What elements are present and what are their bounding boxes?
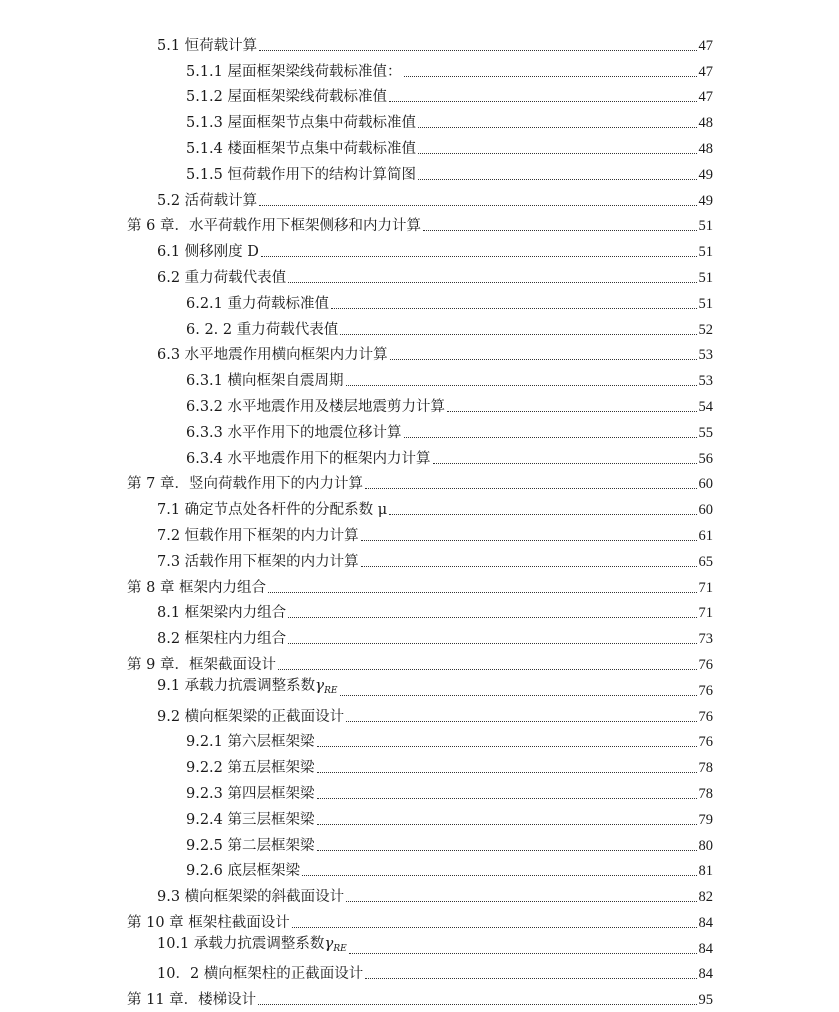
toc-entry-page-number: 49 bbox=[698, 192, 713, 209]
toc-entry[interactable] bbox=[127, 573, 713, 599]
toc-entry-page-number: 79 bbox=[698, 811, 713, 828]
dot-leader bbox=[361, 540, 697, 541]
toc-entry-page-number: 82 bbox=[698, 889, 713, 906]
toc-entry-title-text: 6.3.3 水平作用下的地震位移计算 bbox=[186, 424, 402, 441]
toc-entry-title bbox=[186, 862, 301, 880]
toc-entry-title-text: 6. 2. 2 重力荷载代表值 bbox=[186, 321, 339, 338]
toc-entry[interactable] bbox=[186, 805, 713, 831]
toc-entry-title-text: 9.2.6 底层框架梁 bbox=[186, 863, 301, 880]
dot-leader bbox=[340, 695, 697, 696]
toc-entry-page-number: 52 bbox=[698, 321, 713, 338]
toc-entry-page-number: 65 bbox=[698, 553, 713, 570]
toc-entry-page-number: 78 bbox=[698, 760, 713, 777]
dot-leader bbox=[292, 927, 697, 928]
toc-entry-title bbox=[127, 475, 364, 493]
toc-entry-page-number: 51 bbox=[698, 295, 713, 312]
toc-entry-title bbox=[127, 579, 267, 597]
toc-entry-title-text: 第 9 章．框架截面设计 bbox=[127, 656, 276, 673]
toc-entry-title bbox=[157, 192, 258, 210]
toc-entry-page-number: 84 bbox=[698, 914, 713, 931]
toc-entry[interactable] bbox=[157, 960, 713, 986]
toc-entry-title-text: 6.3.2 水平地震作用及楼层地震剪力计算 bbox=[186, 398, 446, 415]
toc-entry-page-number: 73 bbox=[698, 631, 713, 648]
toc-entry-title bbox=[186, 321, 339, 339]
toc-entry[interactable] bbox=[157, 882, 713, 908]
dot-leader bbox=[288, 282, 696, 283]
toc-entry-title bbox=[186, 450, 432, 468]
toc-entry-title-text: 6.3 水平地震作用横向框架内力计算 bbox=[157, 347, 388, 364]
toc-entry-page-number: 80 bbox=[698, 837, 713, 854]
dot-leader bbox=[317, 798, 697, 799]
toc-entry-title bbox=[157, 346, 389, 364]
toc-entry-page-number: 47 bbox=[698, 89, 713, 106]
toc-entry-page-number: 53 bbox=[698, 347, 713, 364]
toc-entry[interactable] bbox=[186, 108, 713, 134]
toc-entry[interactable] bbox=[157, 934, 713, 960]
toc-entry-title bbox=[127, 914, 291, 932]
dot-leader bbox=[365, 488, 697, 489]
toc-entry-title bbox=[186, 785, 316, 803]
dot-leader bbox=[288, 643, 696, 644]
toc-entry[interactable] bbox=[186, 392, 713, 418]
dot-leader bbox=[447, 411, 696, 412]
toc-entry-title-text: 7.1 确定节点处各杆件的分配系数 μ bbox=[157, 502, 388, 519]
toc-entry-page-number: 56 bbox=[698, 450, 713, 467]
dot-leader bbox=[317, 824, 697, 825]
toc-entry-title bbox=[157, 501, 388, 519]
toc-entry-title-text: 10.1 承载力抗震调整系数 bbox=[157, 935, 325, 952]
toc-entry-page-number: 60 bbox=[698, 502, 713, 519]
toc-entry-title bbox=[157, 527, 360, 545]
toc-entry-title-text: 6.2 重力荷载代表值 bbox=[157, 269, 287, 286]
toc-entry[interactable] bbox=[157, 237, 713, 263]
toc-entry-title-text: 8.2 框架柱内力组合 bbox=[157, 631, 287, 648]
dot-leader bbox=[404, 76, 697, 77]
toc-entry[interactable] bbox=[157, 31, 713, 57]
toc-entry[interactable] bbox=[127, 212, 713, 238]
toc-entry-title-text: 5.2 活荷载计算 bbox=[157, 192, 258, 209]
toc-entry-title-text: 7.3 活载作用下框架的内力计算 bbox=[157, 553, 359, 570]
toc-entry[interactable] bbox=[157, 676, 713, 702]
toc-entry[interactable] bbox=[186, 134, 713, 160]
dot-leader bbox=[340, 334, 696, 335]
toc-entry-page-number: 84 bbox=[698, 940, 713, 957]
toc-entry-page-number: 51 bbox=[698, 269, 713, 286]
toc-entry[interactable] bbox=[157, 521, 713, 547]
toc-entry-title bbox=[186, 88, 388, 106]
toc-entry-title-text: 6.2.1 重力荷载标准值 bbox=[186, 295, 330, 312]
dot-leader bbox=[302, 875, 696, 876]
toc-entry-title bbox=[157, 243, 260, 261]
dot-leader bbox=[268, 592, 696, 593]
dot-leader bbox=[261, 256, 697, 257]
toc-entry-page-number: 76 bbox=[698, 682, 713, 699]
dot-leader bbox=[390, 359, 697, 360]
toc-entry[interactable] bbox=[157, 702, 713, 728]
toc-entry-title bbox=[157, 630, 287, 648]
dot-leader bbox=[423, 230, 697, 231]
toc-entry-title-text: 第 8 章 框架内力组合 bbox=[127, 579, 267, 596]
toc-entry-title-text: 6.3.4 水平地震作用下的框架内力计算 bbox=[186, 450, 431, 467]
toc-entry-title-text: 第 6 章．水平荷载作用下框架侧移和内力计算 bbox=[127, 218, 421, 235]
toc-entry[interactable] bbox=[186, 753, 713, 779]
toc-entry[interactable] bbox=[127, 470, 713, 496]
toc-entry-page-number: 76 bbox=[698, 734, 713, 751]
toc-entry[interactable] bbox=[186, 418, 713, 444]
toc-entry[interactable] bbox=[127, 908, 713, 934]
toc-entry-page-number: 78 bbox=[698, 785, 713, 802]
toc-entry[interactable] bbox=[186, 779, 713, 805]
table-of-contents bbox=[0, 31, 839, 1011]
toc-entry-title-text: 5.1 恒荷载计算 bbox=[157, 37, 258, 54]
toc-entry-page-number: 51 bbox=[698, 244, 713, 261]
toc-entry-title bbox=[186, 140, 417, 158]
toc-entry-title bbox=[157, 965, 364, 983]
toc-entry-title bbox=[186, 811, 316, 829]
toc-entry-title-text: 9.2.3 第四层框架梁 bbox=[186, 785, 315, 802]
toc-entry-title bbox=[186, 372, 345, 390]
toc-entry-page-number: 81 bbox=[698, 863, 713, 880]
toc-entry[interactable] bbox=[186, 160, 713, 186]
dot-leader bbox=[418, 153, 696, 154]
toc-entry[interactable] bbox=[186, 57, 713, 83]
symbol-subscript: RE bbox=[324, 685, 338, 696]
dot-leader bbox=[365, 978, 696, 979]
dot-leader bbox=[361, 566, 697, 567]
dot-leader bbox=[331, 308, 696, 309]
toc-entry[interactable] bbox=[157, 624, 713, 650]
toc-entry-title-text: 第 7 章．竖向荷载作用下的内力计算 bbox=[127, 476, 363, 493]
toc-entry-title bbox=[127, 656, 277, 674]
dot-leader bbox=[259, 50, 696, 51]
toc-entry-title-text: 第 10 章 框架柱截面设计 bbox=[127, 914, 290, 931]
toc-entry[interactable] bbox=[157, 341, 713, 367]
toc-entry-title bbox=[186, 166, 417, 184]
toc-entry-title-text: 9.3 横向框架梁的斜截面设计 bbox=[157, 889, 345, 906]
toc-entry-title-text: 8.1 框架梁内力组合 bbox=[157, 605, 287, 622]
toc-entry-title bbox=[186, 759, 316, 777]
dot-leader bbox=[317, 746, 697, 747]
toc-entry-title bbox=[186, 837, 316, 855]
symbol-subscript: RE bbox=[333, 943, 347, 954]
toc-entry-title bbox=[186, 398, 446, 416]
dot-leader bbox=[433, 463, 697, 464]
toc-entry[interactable] bbox=[157, 599, 713, 625]
toc-entry-page-number: 54 bbox=[698, 398, 713, 415]
toc-entry[interactable] bbox=[186, 289, 713, 315]
toc-entry-title-text: 5.1.1 屋面框架梁线荷载标准值： bbox=[186, 63, 402, 80]
toc-entry-page-number: 71 bbox=[698, 579, 713, 596]
toc-entry[interactable] bbox=[186, 831, 713, 857]
toc-entry-title bbox=[157, 269, 287, 287]
dot-leader bbox=[418, 127, 696, 128]
dot-leader bbox=[346, 385, 697, 386]
toc-entry-title bbox=[186, 295, 330, 313]
toc-entry-title-text: 9.2.5 第二层框架梁 bbox=[186, 837, 315, 854]
toc-entry-page-number: 55 bbox=[698, 424, 713, 441]
toc-entry-page-number: 49 bbox=[698, 166, 713, 183]
gamma-symbol: γ bbox=[324, 933, 334, 952]
toc-entry-title-text: 9.2.2 第五层框架梁 bbox=[186, 760, 315, 777]
toc-entry-page-number: 53 bbox=[698, 373, 713, 390]
toc-entry-page-number: 48 bbox=[698, 140, 713, 157]
toc-entry[interactable] bbox=[186, 315, 713, 341]
toc-entry-page-number: 76 bbox=[698, 656, 713, 673]
toc-entry-title-text: 9.2 横向框架梁的正截面设计 bbox=[157, 708, 345, 725]
toc-entry-title bbox=[157, 37, 258, 55]
toc-entry-title bbox=[186, 63, 403, 81]
toc-entry-title-text: 6.1 侧移刚度 D bbox=[157, 244, 259, 261]
toc-entry-title-text: 10．2 横向框架柱的正截面设计 bbox=[157, 966, 364, 983]
toc-entry-page-number: 84 bbox=[698, 966, 713, 983]
dot-leader bbox=[259, 205, 696, 206]
toc-entry-page-number: 61 bbox=[698, 527, 713, 544]
toc-entry[interactable] bbox=[186, 728, 713, 754]
toc-entry[interactable] bbox=[157, 495, 713, 521]
toc-entry-title bbox=[157, 708, 345, 726]
dot-leader bbox=[258, 1004, 696, 1005]
toc-entry[interactable] bbox=[127, 985, 713, 1011]
toc-entry-title-text: 9.2.1 第六层框架梁 bbox=[186, 734, 315, 751]
dot-leader bbox=[288, 617, 696, 618]
toc-entry[interactable] bbox=[157, 186, 713, 212]
toc-entry-title-text: 第 11 章．楼梯设计 bbox=[127, 992, 257, 1009]
toc-entry[interactable] bbox=[186, 857, 713, 883]
dot-leader bbox=[346, 721, 696, 722]
toc-entry-page-number: 47 bbox=[698, 63, 713, 80]
toc-entry-title bbox=[127, 217, 422, 235]
toc-entry[interactable] bbox=[186, 444, 713, 470]
toc-entry-page-number: 51 bbox=[698, 218, 713, 235]
toc-entry-title-text: 7.2 恒载作用下框架的内力计算 bbox=[157, 527, 359, 544]
toc-entry-page-number: 71 bbox=[698, 605, 713, 622]
toc-entry-title bbox=[157, 934, 348, 958]
toc-entry[interactable] bbox=[186, 366, 713, 392]
dot-leader bbox=[317, 772, 697, 773]
dot-leader bbox=[418, 179, 696, 180]
dot-leader bbox=[317, 850, 697, 851]
gamma-symbol: γ bbox=[315, 675, 325, 694]
toc-entry-page-number: 60 bbox=[698, 476, 713, 493]
toc-entry-title bbox=[157, 676, 339, 700]
toc-entry-title-text: 5.1.3 屋面框架节点集中荷载标准值 bbox=[186, 115, 417, 132]
toc-entry-title bbox=[157, 553, 360, 571]
toc-entry-title bbox=[186, 733, 316, 751]
dot-leader bbox=[349, 953, 697, 954]
dot-leader bbox=[346, 901, 696, 902]
toc-entry-title bbox=[157, 888, 345, 906]
toc-entry[interactable] bbox=[186, 83, 713, 109]
toc-entry-page-number: 95 bbox=[698, 992, 713, 1009]
dot-leader bbox=[389, 101, 696, 102]
toc-entry[interactable] bbox=[127, 650, 713, 676]
toc-entry-title bbox=[157, 604, 287, 622]
toc-entry-page-number: 47 bbox=[698, 37, 713, 54]
toc-entry-title-text: 5.1.2 屋面框架梁线荷载标准值 bbox=[186, 89, 388, 106]
toc-entry[interactable] bbox=[157, 547, 713, 573]
toc-entry[interactable] bbox=[157, 263, 713, 289]
toc-entry-title-text: 6.3.1 横向框架自震周期 bbox=[186, 373, 344, 390]
toc-entry-title bbox=[127, 991, 257, 1009]
toc-entry-title-text: 9.2.4 第三层框架梁 bbox=[186, 811, 315, 828]
toc-entry-page-number: 76 bbox=[698, 708, 713, 725]
dot-leader bbox=[404, 437, 697, 438]
toc-entry-page-number: 48 bbox=[698, 115, 713, 132]
toc-entry-title bbox=[186, 114, 417, 132]
toc-entry-title bbox=[186, 424, 403, 442]
dot-leader bbox=[389, 514, 696, 515]
toc-entry-title-text: 9.1 承载力抗震调整系数 bbox=[157, 677, 316, 694]
toc-entry-title-text: 5.1.4 楼面框架节点集中荷载标准值 bbox=[186, 140, 417, 157]
dot-leader bbox=[278, 669, 697, 670]
toc-entry-title-text: 5.1.5 恒荷载作用下的结构计算简图 bbox=[186, 166, 417, 183]
